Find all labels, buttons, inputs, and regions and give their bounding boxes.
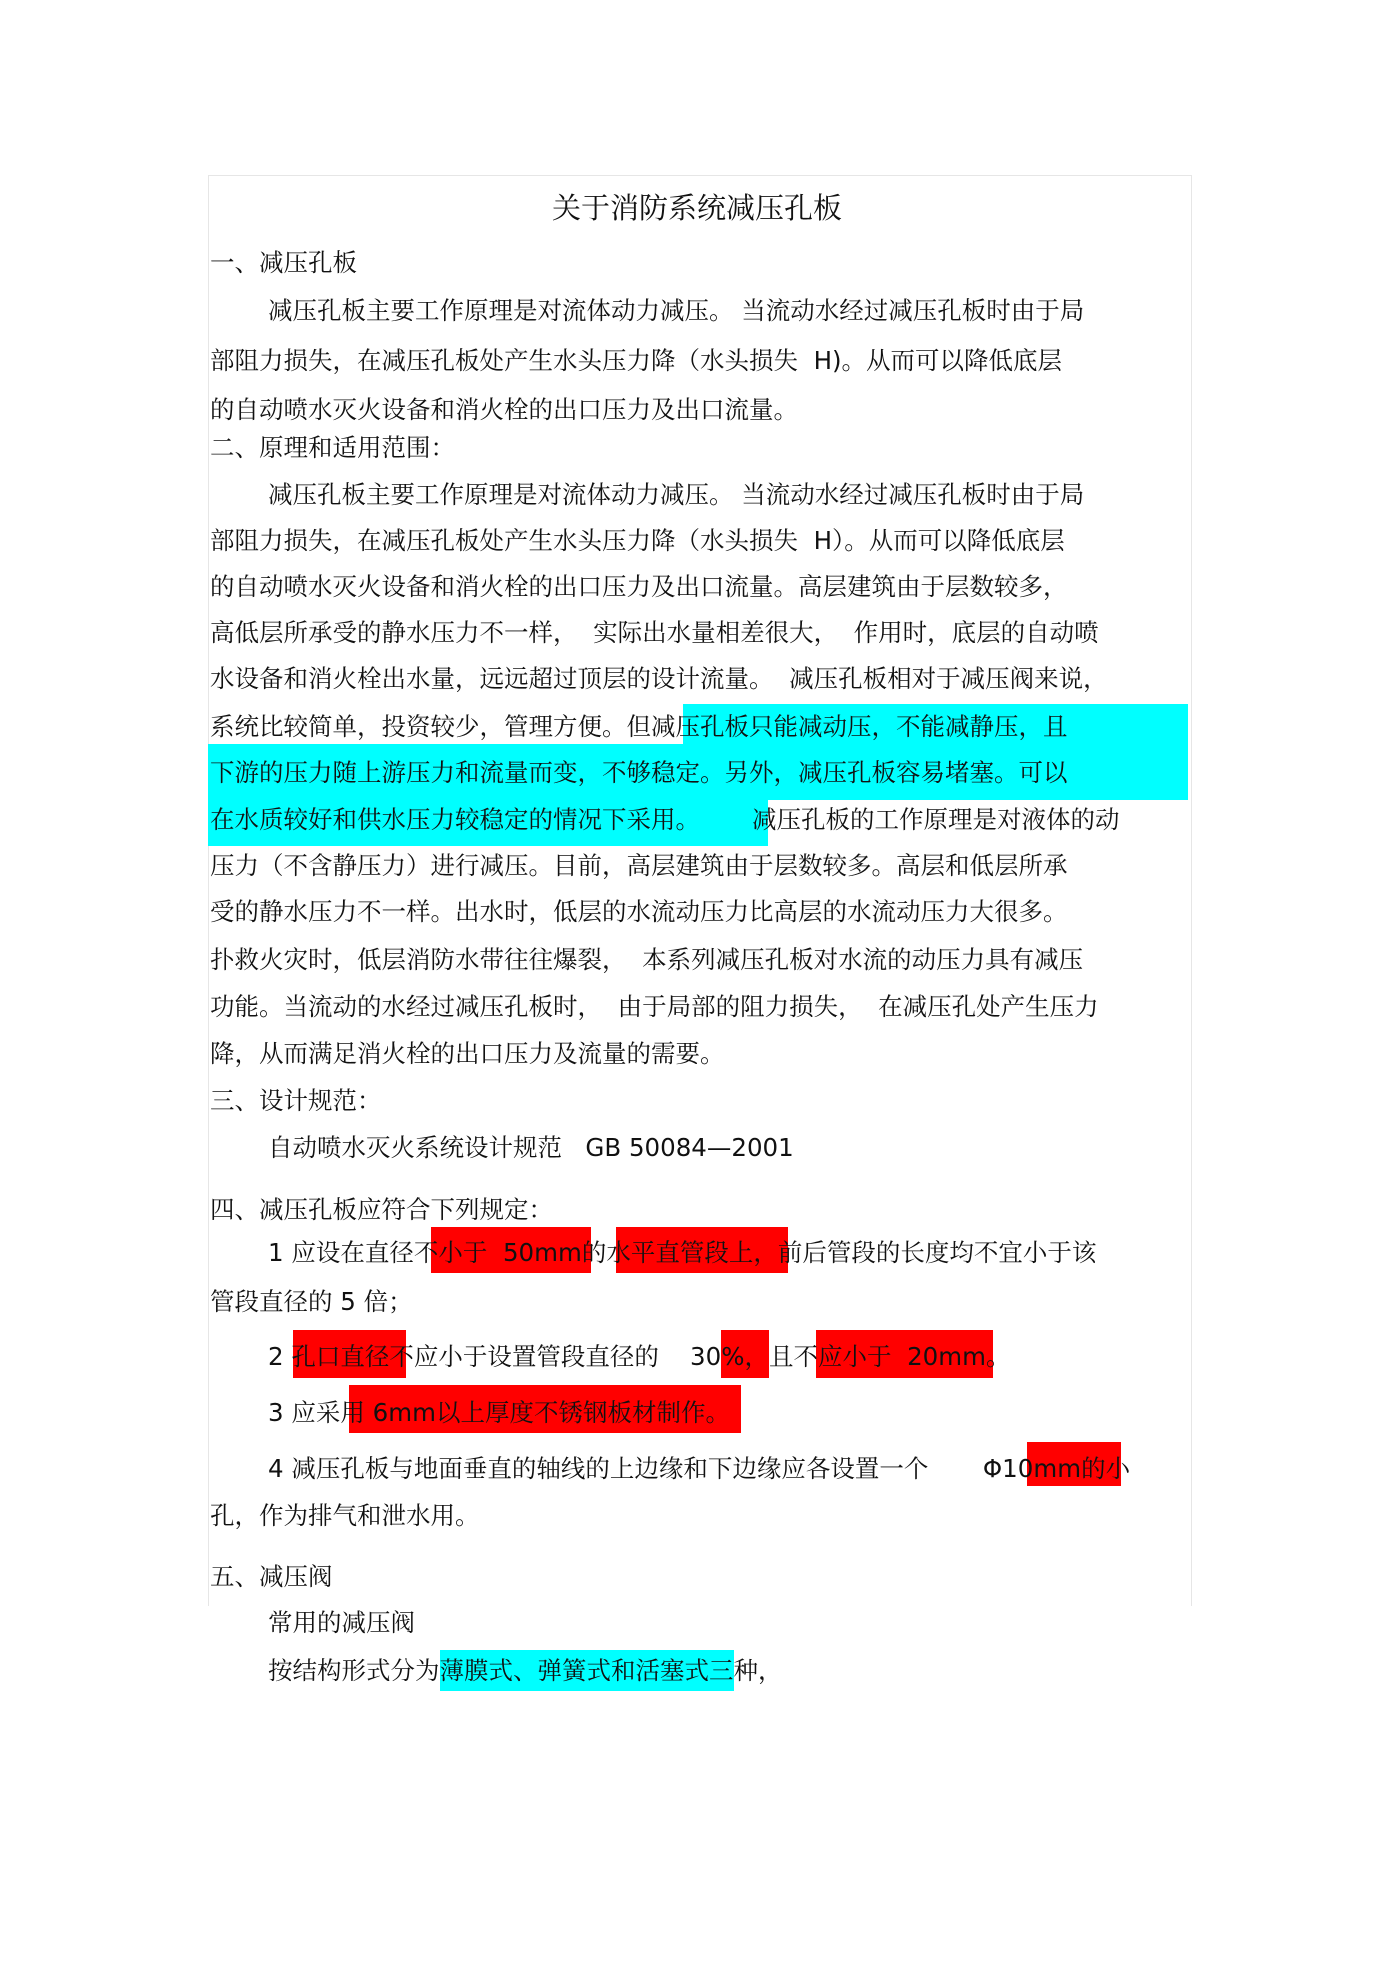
section-2-line-13: 降，从而满足消火栓的出口压力及流量的需要。 xyxy=(210,1039,725,1068)
section-2-line-11: 扑救火灾时，低层消防水带往往爆裂， 本系列减压孔板对水流的动压力具有减压 xyxy=(210,945,1084,974)
section-1-heading: 一、减压孔板 xyxy=(210,248,357,277)
section-2-line-12: 功能。当流动的水经过减压孔板时， 由于局部的阻力损失， 在减压孔处产生压力 xyxy=(210,992,1099,1021)
rule-1-line: 1 应设在直径不小于 50mm的水平直管段上，前后管段的长度均不宜小于该 xyxy=(268,1238,1097,1267)
section-2-line-8: 在水质较好和供水压力较稳定的情况下采用。 减压孔板的工作原理是对液体的动 xyxy=(210,805,1120,834)
section-2-line-5: 水设备和消火栓出水量，远远超过顶层的设计流量。 减压孔板相对于减压阀来说， xyxy=(210,664,1108,693)
section-2-line-9: 压力（不含静压力）进行减压。目前，高层建筑由于层数较多。高层和低层所承 xyxy=(210,851,1068,880)
section-2-line-1: 减压孔板主要工作原理是对流体动力减压。 当流动水经过减压孔板时由于局 xyxy=(268,480,1085,509)
rule-1-line-2: 管段直径的 5 倍； xyxy=(210,1287,413,1316)
section-1-para-line-3: 的自动喷水灭火设备和消火栓的出口压力及出口流量。 xyxy=(210,395,798,424)
section-4-heading: 四、减压孔板应符合下列规定： xyxy=(210,1195,553,1224)
section-2-line-4: 高低层所承受的静水压力不一样， 实际出水量相差很大， 作用时，底层的自动喷 xyxy=(210,618,1099,647)
section-1-para-line-1: 减压孔板主要工作原理是对流体动力减压。 当流动水经过减压孔板时由于局 xyxy=(268,296,1085,325)
section-2-line-10: 受的静水压力不一样。出水时，低层的水流动压力比高层的水流动压力大很多。 xyxy=(210,897,1068,926)
section-2-line-3: 的自动喷水灭火设备和消火栓的出口压力及出口流量。高层建筑由于层数较多， xyxy=(210,572,1068,601)
section-3-heading: 三、设计规范： xyxy=(210,1086,382,1115)
section-2-heading: 二、原理和适用范围： xyxy=(210,433,455,462)
section-5-subheading: 常用的减压阀 xyxy=(268,1608,415,1637)
section-1-para-line-2: 部阻力损失，在减压孔板处产生水头压力降（水头损失 H)。从而可以降低底层 xyxy=(210,346,1063,375)
rule-2-line: 2 孔口直径不应小于设置管段直径的 30%，且不应小于 20mm。 xyxy=(268,1342,1011,1371)
section-2-line-7: 下游的压力随上游压力和流量而变，不够稳定。另外，减压孔板容易堵塞。可以 xyxy=(210,758,1068,787)
section-2-line-6: 系统比较简单，投资较少，管理方便。但减压孔板只能减动压，不能减静压，且 xyxy=(210,712,1068,741)
valve-types-line: 按结构形式分为薄膜式、弹簧式和活塞式三种， xyxy=(268,1654,783,1688)
document-title: 关于消防系统减压孔板 xyxy=(551,191,842,225)
rule-4-line-2: 孔，作为排气和泄水用。 xyxy=(210,1501,480,1530)
rule-3-line: 3 应采用 6mm以上厚度不锈钢板材制作。 xyxy=(268,1398,730,1427)
design-standard-line: 自动喷水灭火系统设计规范 GB 50084—2001 xyxy=(268,1133,794,1162)
rule-4-line: 4 减压孔板与地面垂直的轴线的上边缘和下边缘应各设置一个 Φ10mm的小 xyxy=(268,1454,1131,1483)
section-5-heading: 五、减压阀 xyxy=(210,1562,333,1591)
section-2-line-2: 部阻力损失，在减压孔板处产生水头压力降（水头损失 H）。从而可以降低底层 xyxy=(210,526,1065,555)
